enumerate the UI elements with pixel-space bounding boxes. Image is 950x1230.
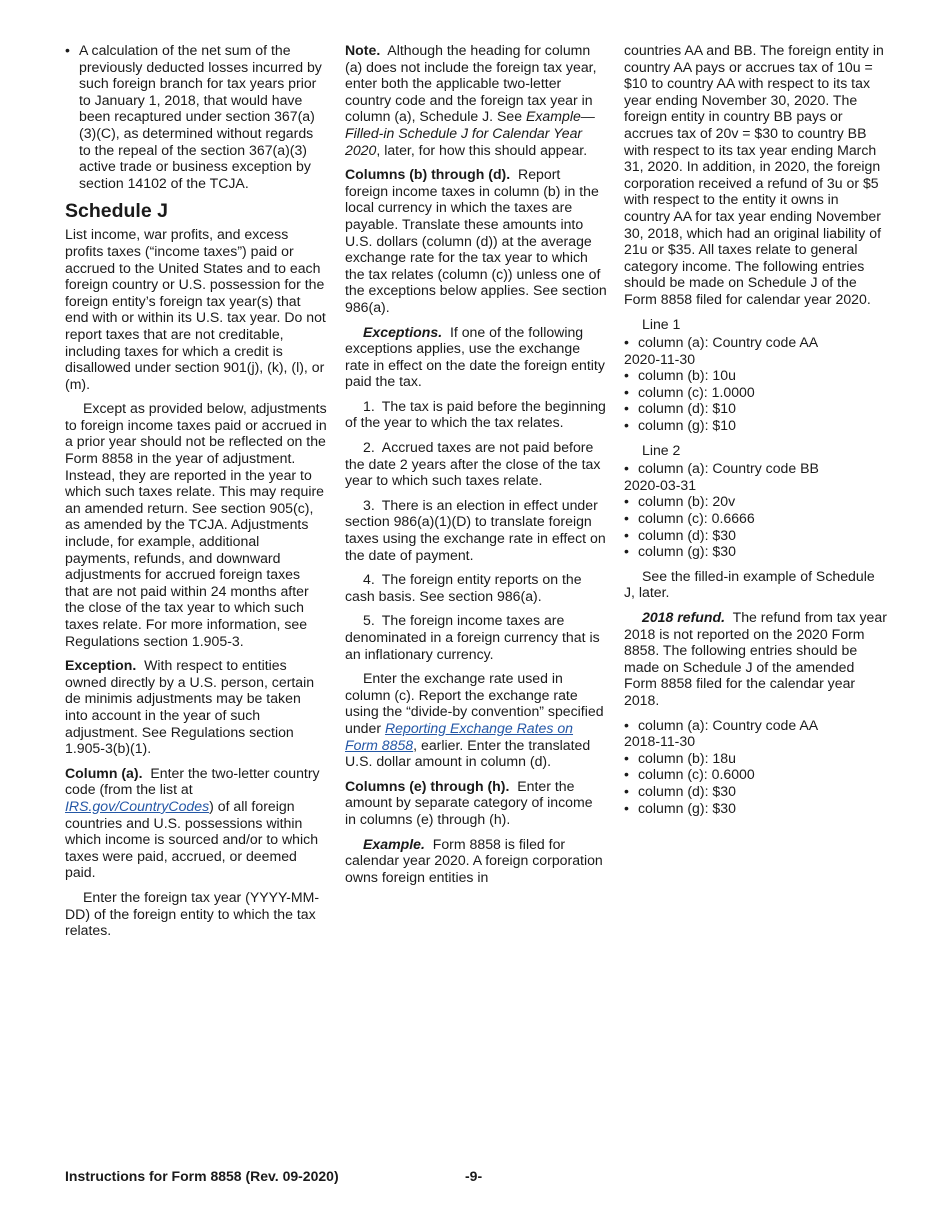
bullet-icon: • bbox=[624, 716, 629, 733]
run-in-heading: 2018 refund. bbox=[642, 609, 726, 625]
numbered-item: 2. Accrued taxes are not paid before the date 2 years after the close of the tax year to which such taxes relate. bbox=[345, 439, 601, 489]
run-in-heading: Column (a). bbox=[65, 764, 143, 781]
bullet-icon: • bbox=[624, 493, 629, 510]
bullet-icon: • bbox=[624, 367, 629, 384]
italic-reference: Example—Filled-in Schedule J for Calendar Year 2020 bbox=[345, 108, 595, 158]
paragraph: List income, war profits, and excess profits taxes (“income taxes”) paid or accrued to the United States and to each foreign country or U.S. possession for the foreign entity’s foreign tax year(s) that end with or within its U.S. tax year. Do not report taxes that are not creditable, including taxes for which a credit is disallowed under section 901(j), (k), (l), or (m). bbox=[65, 226, 326, 392]
list-item: • column (b): 20v bbox=[624, 493, 736, 510]
paragraph-columns-e-h: Columns (e) through (h). Enter the amount by separate category of income in columns (e) through (h). bbox=[345, 777, 593, 827]
run-in-heading: Exception. bbox=[65, 657, 137, 674]
list-item: • column (c): 0.6000 bbox=[624, 766, 755, 783]
bullet-icon: • bbox=[65, 42, 70, 58]
section-heading-schedule-j: Schedule J bbox=[65, 200, 168, 223]
list-item: • column (a): Country code AA bbox=[624, 716, 819, 733]
paragraph: countries AA and BB. The foreign entity in country AA pays or accrues tax of 10u = $10 to country AA with respect to its tax year ending November 30, 2020. The foreign entity in country BB pays or accrues tax of 20v = $30 to country BB with respect to its tax year ending March 31, 2020. In addition, in 2020, the foreign corporation received a refund of 3u or $5 with respect to the entity it owns in country AA for tax year ending November 30, 2018, which had an original liability of 21u or $35. All taxes relate to general category income. The following entries should be made on Schedule J of the Form 8858 filed for calendar year 2020. bbox=[624, 42, 884, 307]
run-in-heading: Columns (e) through (h). bbox=[345, 777, 510, 794]
country-codes-link[interactable]: IRS.gov/CountryCodes bbox=[65, 797, 210, 814]
bullet-icon: • bbox=[624, 460, 629, 477]
column-2 bbox=[345, 42, 607, 893]
paragraph-column-a: Column (a). Enter the two-letter country code (from the list at IRS.gov/CountryCodes) of all foreign countries and U.S. possessions within which income is sourced and/or to which taxes were paid, accrued, or deemed paid. bbox=[65, 764, 320, 881]
bullet-icon: • bbox=[624, 543, 629, 560]
paragraph-exception: Exception. With respect to entities owned directly by a U.S. person, certain de minimis adjustments may be taken into account in the year of such adjustment. See Regulations section 1.905-3(b)(1). bbox=[65, 657, 315, 757]
page-number: -9- bbox=[465, 1168, 483, 1184]
list-item: • column (g): $10 bbox=[624, 417, 736, 434]
bullet-icon: • bbox=[624, 510, 629, 527]
list-item: • column (c): 1.0000 bbox=[624, 383, 755, 400]
bullet-icon: • bbox=[624, 400, 629, 417]
numbered-item: 5. The foreign income taxes are denominated in a foreign currency that is an inflationary currency. bbox=[345, 612, 600, 662]
list-item: • column (a): Country code AA bbox=[624, 334, 819, 351]
paragraph-columns-b-d: Columns (b) through (d). Report foreign income taxes in column (b) in the local currency in which the taxes are payable. Translate these amounts into U.S. dollars (column (d)) at the average exchange rate for the tax year to which the tax relates (column (c)) unless one of the exceptions below applies. See section 986(a). bbox=[345, 166, 607, 315]
numbered-item: 1. The tax is paid before the beginning of the year to which the tax relates. bbox=[345, 397, 606, 431]
list-item: • column (b): 18u bbox=[624, 749, 736, 766]
footer-title: Instructions for Form 8858 (Rev. 09-2020) bbox=[65, 1168, 339, 1184]
list-item-continuation: 2020-03-31 bbox=[624, 476, 697, 493]
list-item-continuation: 2020-11-30 bbox=[624, 350, 696, 367]
paragraph: Except as provided below, adjustments to foreign income taxes paid or accrued in a prior year should not be reflected on the Form 8858 in the year of adjustment. Instead, they are reported in the year to which such taxes relate. This may require an amended return. See section 905(c), as amended by the TCJA. Adjustments include, for example, additional payments, refunds, and downward adjustments for accrued foreign taxes that are not paid within 24 months after the close of the tax year to which such taxes relate. For more information, see Regulations section 1.905-3. bbox=[65, 400, 327, 649]
paragraph-example: Example. Form 8858 is filed for calendar year 2020. A foreign corporation owns foreign entities in bbox=[345, 835, 603, 885]
bullet-icon: • bbox=[624, 782, 629, 799]
numbered-item: 4. The foreign entity reports on the cash basis. See section 986(a). bbox=[345, 571, 582, 604]
bullet-icon: • bbox=[624, 526, 629, 543]
paragraph-note: Note. Although the heading for column (a) does not include the foreign tax year, enter both the applicable two-letter country code and the foreign tax year in column (a), Schedule J. See Example—Filled-in Schedule J for Calendar Year 2020, later, for how this should appear. bbox=[345, 42, 597, 158]
paragraph-exchange-rate: Enter the exchange rate used in column (c). Report the exchange rate using the “divide-by convention” specified under Reporting Exchange Rates on Form 8858, earlier. Enter the translated U.S. dollar amount in column (d). bbox=[345, 670, 604, 770]
list-item: • column (b): 10u bbox=[624, 367, 736, 384]
line-1-label: Line 1 bbox=[642, 315, 681, 332]
list-item: • column (g): $30 bbox=[624, 799, 736, 816]
reporting-exchange-rates-link[interactable]: Reporting Exchange Rates on Form 8858 bbox=[345, 719, 574, 753]
bullet-icon: • bbox=[624, 334, 629, 351]
list-item-continuation: 2018-11-30 bbox=[624, 733, 696, 750]
paragraph: Enter the foreign tax year (YYYY-MM-DD) of the foreign entity to which the tax relates. bbox=[65, 888, 320, 939]
refund-list bbox=[624, 717, 888, 817]
bullet-icon: • bbox=[624, 799, 629, 816]
list-item: • column (d): $30 bbox=[624, 526, 736, 543]
line-2-label: Line 2 bbox=[642, 441, 681, 458]
run-in-heading: Note. bbox=[345, 42, 381, 58]
bullet-icon: • bbox=[624, 749, 629, 766]
paragraph-2018-refund: 2018 refund. The refund from tax year 2018 is not reported on the 2020 Form 8858. The following entries should be made on Schedule J of the amended Form 8858 filed for the calendar year 2018. bbox=[624, 609, 887, 708]
line-1-list bbox=[624, 334, 888, 434]
paragraph: See the filled-in example of Schedule J, later. bbox=[624, 567, 875, 601]
list-item: • column (d): $10 bbox=[624, 400, 736, 417]
run-in-heading: Example. bbox=[363, 835, 425, 852]
list-item: • column (g): $30 bbox=[624, 543, 736, 560]
numbered-item: 3. There is an election in effect under section 986(a)(1)(D) to translate foreign taxes using the exchange rate in effect on the date of payment. bbox=[345, 496, 606, 563]
run-in-heading: Exceptions. bbox=[363, 323, 443, 340]
bullet-item: • A calculation of the net sum of the previously deducted losses incurred by such foreign branch for tax years prior to January 1, 2018, that would have been recaptured under section 367(a)(3)(C), as determined without regards to the repeal of the section 367(a)(3) active trade or business exception by section 14102 of the TCJA. bbox=[65, 42, 322, 191]
column-1 bbox=[65, 42, 327, 947]
run-in-heading: Columns (b) through (d). bbox=[345, 166, 511, 183]
list-item: • column (d): $30 bbox=[624, 782, 736, 799]
paragraph-exceptions: Exceptions. If one of the following exceptions applies, use the exchange rate in effect on the date the foreign entity paid the tax. bbox=[345, 323, 605, 390]
list-item: • column (c): 0.6666 bbox=[624, 510, 755, 527]
line-2-list bbox=[624, 460, 888, 560]
column-3 bbox=[624, 42, 888, 824]
list-item: • column (a): Country code BB bbox=[624, 460, 819, 477]
bullet-icon: • bbox=[624, 417, 629, 434]
bullet-icon: • bbox=[624, 383, 629, 400]
bullet-icon: • bbox=[624, 766, 629, 783]
